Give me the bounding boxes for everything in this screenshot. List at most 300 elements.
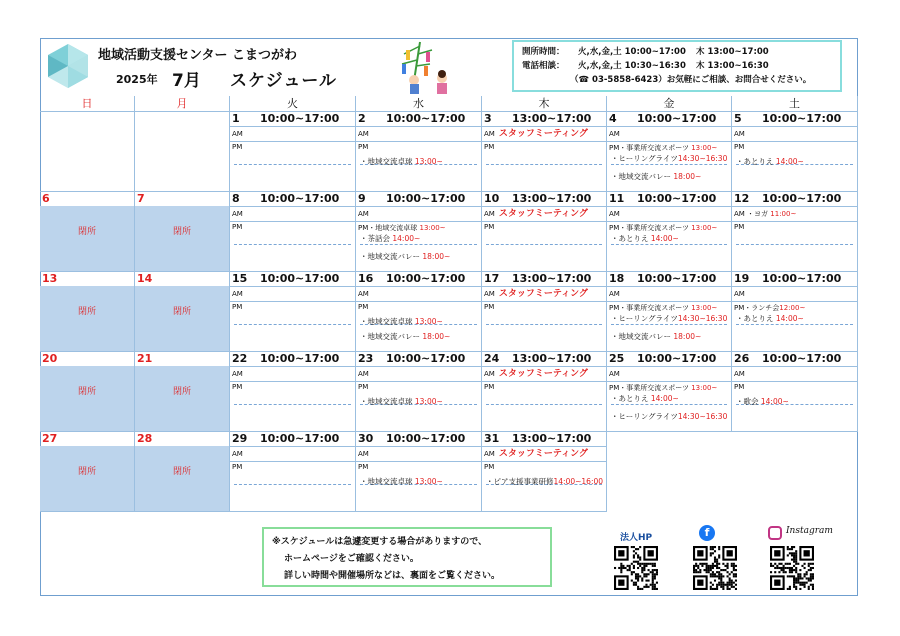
day-number: 2 — [358, 112, 366, 125]
day-cell — [230, 352, 356, 432]
am-row — [230, 126, 355, 142]
hours-value-2: 木 13:00~17:00 — [696, 47, 769, 57]
closed-area — [135, 286, 229, 351]
divider — [234, 324, 351, 325]
weekday-header: 水 — [356, 96, 482, 112]
day-cell — [607, 272, 732, 352]
am-label: AM — [609, 130, 620, 138]
closed-label: 閉所 — [172, 467, 191, 477]
closed-area — [40, 286, 134, 351]
event-name: ・あとりえ — [736, 157, 776, 166]
divider — [736, 244, 853, 245]
event-time: 18:00~ — [673, 332, 702, 341]
day-number: 11 — [609, 192, 625, 205]
event-name: ・地域交流バレー — [360, 332, 423, 341]
phone-label: 電話相談： — [522, 61, 565, 71]
event-name: ・地域交流卓球 — [360, 477, 415, 486]
event-time: 13:00~ — [414, 397, 443, 406]
hours-label: 開所時間： — [522, 47, 565, 57]
event-item — [611, 171, 701, 182]
event-item — [360, 316, 443, 327]
event-time: 14:00~ — [775, 157, 804, 166]
am-row — [356, 366, 481, 382]
open-hours: 10:00~17:00 — [762, 352, 842, 365]
event-item — [611, 153, 727, 164]
pm-label: PM — [358, 383, 369, 391]
open-hours: 10:00~17:00 — [386, 432, 466, 445]
divider — [611, 404, 727, 405]
event-time: 18:00~ — [673, 172, 702, 181]
day-cell — [230, 272, 356, 352]
am-label: AM ・ヨガ — [734, 210, 771, 218]
event-time: 14:00~ — [650, 234, 679, 243]
open-hours: 10:00~17:00 — [260, 432, 340, 445]
day-cell — [732, 192, 858, 272]
am-label: AM — [734, 130, 745, 138]
divider — [486, 244, 602, 245]
pm-row — [734, 223, 744, 231]
day-cell — [732, 272, 858, 352]
am-label: AM — [734, 370, 745, 378]
event-item — [736, 396, 789, 407]
pm-label: PM — [358, 143, 369, 151]
open-hours: 10:00~17:00 — [637, 112, 717, 125]
pm-row — [609, 223, 717, 233]
pm-label: PM — [358, 303, 369, 311]
am-label: AM — [358, 290, 369, 298]
notice-line-2: ホームページをご確認ください。 — [284, 554, 419, 564]
am-row — [356, 286, 481, 302]
divider — [736, 324, 853, 325]
weekday-header: 金 — [607, 96, 732, 112]
pm-row — [232, 383, 242, 391]
closed-area — [135, 366, 229, 431]
event-time: 18:00~ — [422, 332, 451, 341]
day-number: 15 — [232, 272, 248, 285]
day-number: 8 — [232, 192, 240, 205]
pm-label: PM — [232, 463, 243, 471]
event-time: 14:30~16:30 — [677, 314, 728, 323]
day-number: 29 — [232, 432, 248, 445]
notice-line-1: ※スケジュールは急遽変更する場合がありますので、 — [272, 537, 488, 547]
am-label: AM — [484, 130, 495, 138]
divider — [360, 244, 477, 245]
am-row — [732, 126, 857, 142]
day-cell-closed — [135, 352, 230, 432]
event-name: ・地域交流卓球 — [360, 397, 415, 406]
pm-label: PM — [232, 223, 243, 231]
am-label: AM — [484, 370, 495, 378]
day-number: 23 — [358, 352, 374, 365]
pm-row — [734, 383, 744, 391]
open-hours: 10:00~17:00 — [386, 112, 466, 125]
pm-label: PM — [484, 463, 495, 471]
event-item — [486, 476, 603, 487]
divider — [234, 484, 351, 485]
pm-label: PM・事業所交流スポーツ — [609, 224, 692, 232]
pm-row — [232, 303, 242, 311]
day-number: 25 — [609, 352, 625, 365]
instagram-icon — [768, 526, 782, 540]
pm-row — [609, 303, 717, 313]
pm-label: PM — [232, 383, 243, 391]
phone-value-2: 木 13:00~16:30 — [696, 61, 769, 71]
weekday-header: 土 — [732, 96, 858, 112]
am-row — [230, 286, 355, 302]
divider — [234, 164, 351, 165]
event-time: 13:00~ — [414, 477, 443, 486]
closed-area — [40, 446, 134, 511]
pm-row — [358, 383, 368, 391]
am-row — [356, 206, 481, 222]
am-label: AM — [734, 290, 745, 298]
facebook-qr-code[interactable] — [693, 546, 737, 590]
am-label: AM — [232, 370, 243, 378]
pm-row — [484, 223, 494, 231]
instagram-qr-code[interactable] — [770, 546, 814, 590]
pm-label: PM — [484, 303, 495, 311]
day-number: 18 — [609, 272, 625, 285]
event-time: 14:00~16:00 — [553, 477, 604, 486]
day-cell — [356, 272, 482, 352]
divider — [611, 324, 727, 325]
event-name: ・茶話会 — [360, 234, 393, 243]
am-label: AM — [358, 370, 369, 378]
pm-time: 13:00~ — [691, 224, 718, 232]
am-label: AM — [609, 290, 620, 298]
event-item — [360, 331, 450, 342]
pm-row — [232, 143, 242, 151]
day-number: 6 — [42, 192, 50, 205]
pm-label: PM — [232, 303, 243, 311]
pm-label: PM — [734, 143, 745, 151]
closed-label: 閉所 — [172, 227, 191, 237]
pm-time: 12:00~ — [779, 304, 806, 312]
closed-label: 閉所 — [172, 307, 191, 317]
closed-area — [40, 206, 134, 271]
pm-label: PM・ランチ会 — [734, 304, 780, 312]
event-name: ・あとりえ — [736, 314, 776, 323]
closed-label: 閉所 — [77, 307, 96, 317]
day-cell — [482, 272, 607, 352]
staff-meeting: スタッフミーティング — [498, 129, 588, 139]
event-item — [360, 476, 443, 487]
am-row — [732, 286, 857, 302]
open-hours: 10:00~17:00 — [762, 112, 842, 125]
day-number: 28 — [137, 432, 153, 445]
day-number: 21 — [137, 352, 153, 365]
event-time: 14:30~16:30 — [677, 154, 728, 163]
tanabata-illustration — [392, 40, 462, 94]
pm-label: PM・事業所交流スポーツ — [609, 144, 692, 152]
pm-time: 13:00~ — [691, 384, 718, 392]
open-hours: 13:00~17:00 — [512, 112, 592, 125]
event-name: ・ヒーリングライツ — [611, 154, 678, 163]
notice-box — [262, 527, 552, 587]
divider — [234, 244, 351, 245]
hp-qr-code[interactable] — [614, 546, 658, 590]
day-number: 9 — [358, 192, 366, 205]
pm-row — [734, 143, 744, 151]
am-label: AM — [484, 210, 495, 218]
event-name: ・地域交流卓球 — [360, 157, 415, 166]
day-number: 30 — [358, 432, 374, 445]
day-cell — [732, 112, 858, 192]
event-item — [736, 313, 804, 324]
pm-row — [358, 463, 368, 471]
pm-label: PM — [734, 383, 745, 391]
open-hours: 10:00~17:00 — [637, 352, 717, 365]
am-label: AM — [484, 450, 495, 458]
event-item — [611, 393, 679, 404]
am-label: AM — [358, 130, 369, 138]
day-number: 12 — [734, 192, 750, 205]
closed-label: 閉所 — [172, 387, 191, 397]
day-number: 20 — [42, 352, 58, 365]
open-hours: 13:00~17:00 — [512, 352, 592, 365]
pm-label: PM・事業所交流スポーツ — [609, 304, 692, 312]
event-time: 14:00~ — [650, 394, 679, 403]
am-row — [607, 126, 731, 142]
am-label: AM — [232, 290, 243, 298]
day-cell — [482, 192, 607, 272]
event-time: 14:00~ — [760, 397, 789, 406]
am-label: AM — [358, 210, 369, 218]
am-label: AM — [358, 450, 369, 458]
am-label: AM — [232, 450, 243, 458]
pm-label: PM — [484, 223, 495, 231]
pm-label: PM — [484, 383, 495, 391]
day-cell — [356, 112, 482, 192]
weekday-header: 日 — [40, 96, 135, 112]
am-label: AM — [609, 370, 620, 378]
event-item — [360, 233, 420, 244]
day-cell — [607, 352, 732, 432]
am-row — [356, 446, 481, 462]
pm-row — [484, 303, 494, 311]
day-number: 22 — [232, 352, 248, 365]
am-row — [732, 206, 857, 222]
staff-meeting: スタッフミーティング — [498, 289, 588, 299]
divider — [486, 164, 602, 165]
day-number: 27 — [42, 432, 58, 445]
pm-row — [484, 383, 494, 391]
day-cell-closed — [40, 352, 135, 432]
open-hours: 13:00~17:00 — [512, 272, 592, 285]
year-label: 2025年 — [116, 73, 158, 86]
notice-line-3: 詳しい時間や開催場所などは、裏面をご覧ください。 — [284, 571, 501, 581]
day-number: 13 — [42, 272, 58, 285]
event-name: ・地域交流バレー — [611, 332, 674, 341]
closed-label: 閉所 — [77, 227, 96, 237]
facebook-icon: f — [699, 525, 715, 541]
event-item — [360, 156, 443, 167]
am-row — [607, 206, 731, 222]
pm-time: 13:00~ — [419, 224, 446, 232]
event-item — [611, 233, 679, 244]
pm-row — [232, 463, 242, 471]
pm-row — [484, 463, 494, 471]
day-number: 1 — [232, 112, 240, 125]
closed-area — [135, 206, 229, 271]
day-number: 5 — [734, 112, 742, 125]
pm-label: PM — [358, 463, 369, 471]
day-cell — [482, 112, 607, 192]
event-name: ・歌会 — [736, 397, 761, 406]
pm-label: PM — [232, 143, 243, 151]
event-time: 18:00~ — [422, 252, 451, 261]
event-name: ・あとりえ — [611, 234, 651, 243]
hours-value-1: 火,水,金,土 10:00~17:00 — [578, 47, 686, 57]
org-name: 地域活動支援センター こまつがわ — [98, 48, 298, 63]
am-row — [482, 126, 606, 142]
day-cell-closed — [40, 432, 135, 512]
day-number: 10 — [484, 192, 500, 205]
day-cell-closed — [135, 272, 230, 352]
divider — [234, 404, 351, 405]
am-row — [607, 366, 731, 382]
open-hours: 10:00~17:00 — [386, 352, 466, 365]
day-number: 3 — [484, 112, 492, 125]
day-cell-closed — [135, 112, 230, 192]
open-hours: 10:00~17:00 — [260, 192, 340, 205]
day-number: 26 — [734, 352, 750, 365]
weekday-header: 木 — [482, 96, 607, 112]
day-cell — [356, 352, 482, 432]
pm-row — [609, 143, 717, 153]
center-logo — [44, 42, 92, 90]
event-item — [360, 396, 443, 407]
weekday-header: 月 — [135, 96, 230, 112]
day-number: 14 — [137, 272, 153, 285]
day-cell — [482, 432, 607, 512]
divider — [611, 244, 727, 245]
day-cell — [230, 112, 356, 192]
open-hours: 10:00~17:00 — [260, 272, 340, 285]
event-item — [611, 331, 701, 342]
pm-label: PM — [484, 143, 495, 151]
am-row — [607, 286, 731, 302]
am-row — [482, 286, 606, 302]
am-row — [482, 206, 606, 222]
event-item — [611, 411, 727, 422]
am-label: AM — [232, 210, 243, 218]
day-cell — [482, 352, 607, 432]
day-number: 4 — [609, 112, 617, 125]
am-label: AM — [484, 290, 495, 298]
pm-row — [358, 303, 368, 311]
event-time: 14:30~16:30 — [677, 412, 728, 421]
event-name: ・あとりえ — [611, 394, 651, 403]
open-hours: 10:00~17:00 — [762, 192, 842, 205]
pm-row — [358, 223, 446, 233]
am-label: AM — [609, 210, 620, 218]
month-label: 7月 — [172, 71, 201, 91]
day-cell — [356, 192, 482, 272]
closed-area — [135, 446, 229, 511]
event-name: ・地域交流卓球 — [360, 317, 415, 326]
phone-line: （☎ 03-5858-6423）お気軽にご相談、お問合せください。 — [570, 75, 812, 85]
event-time: 14:00~ — [392, 234, 421, 243]
open-hours: 13:00~17:00 — [512, 432, 592, 445]
day-number: 16 — [358, 272, 374, 285]
open-hours: 10:00~17:00 — [386, 272, 466, 285]
pm-time: 13:00~ — [691, 304, 718, 312]
pm-label: PM・事業所交流スポーツ — [609, 384, 692, 392]
am-row — [356, 126, 481, 142]
staff-meeting: スタッフミーティング — [498, 369, 588, 379]
pm-row — [734, 303, 805, 313]
open-hours: 10:00~17:00 — [386, 192, 466, 205]
pm-label: PM・地域交流卓球 — [358, 224, 420, 232]
weekday-header: 火 — [230, 96, 356, 112]
pm-row — [232, 223, 242, 231]
event-time: 13:00~ — [414, 157, 443, 166]
day-cell — [607, 192, 732, 272]
divider — [486, 404, 602, 405]
day-cell — [230, 192, 356, 272]
am-row — [482, 366, 606, 382]
day-number: 17 — [484, 272, 500, 285]
day-number: 19 — [734, 272, 750, 285]
day-cell-closed — [135, 432, 230, 512]
info-box — [512, 40, 842, 92]
day-cell-closed — [40, 112, 135, 192]
closed-label: 閉所 — [77, 467, 96, 477]
phone-value-1: 火,水,金,土 10:30~16:30 — [578, 61, 686, 71]
day-cell — [732, 352, 858, 432]
am-label: AM — [232, 130, 243, 138]
event-name: ・地域交流バレー — [360, 252, 423, 261]
am-row — [230, 446, 355, 462]
day-cell-closed — [40, 272, 135, 352]
day-cell — [230, 432, 356, 512]
event-item — [360, 251, 450, 262]
am-row — [230, 366, 355, 382]
event-time: 14:00~ — [775, 314, 804, 323]
open-hours: 13:00~17:00 — [512, 192, 592, 205]
event-item — [611, 313, 727, 324]
day-cell-closed — [40, 192, 135, 272]
hp-label: 法人HP — [620, 533, 653, 543]
staff-meeting: スタッフミーティング — [498, 449, 588, 459]
pm-row — [484, 143, 494, 151]
open-hours: 10:00~17:00 — [260, 112, 340, 125]
closed-area — [40, 366, 134, 431]
open-hours: 10:00~17:00 — [762, 272, 842, 285]
event-item — [736, 156, 804, 167]
am-time: 11:00~ — [770, 210, 797, 218]
day-number: 7 — [137, 192, 145, 205]
am-row — [230, 206, 355, 222]
divider — [486, 324, 602, 325]
open-hours: 10:00~17:00 — [637, 192, 717, 205]
pm-row — [609, 383, 717, 393]
day-number: 31 — [484, 432, 500, 445]
day-number: 24 — [484, 352, 500, 365]
open-hours: 10:00~17:00 — [260, 352, 340, 365]
pm-time: 13:00~ — [691, 144, 718, 152]
am-row — [482, 446, 606, 462]
event-time: 13:00~ — [414, 317, 443, 326]
day-cell — [607, 112, 732, 192]
event-name: ・地域交流バレー — [611, 172, 674, 181]
am-row — [732, 366, 857, 382]
instagram-label: Instagram — [786, 526, 833, 536]
pm-row — [358, 143, 368, 151]
event-name: ・ピア支援事業研修 — [486, 477, 554, 486]
staff-meeting: スタッフミーティング — [498, 209, 588, 219]
